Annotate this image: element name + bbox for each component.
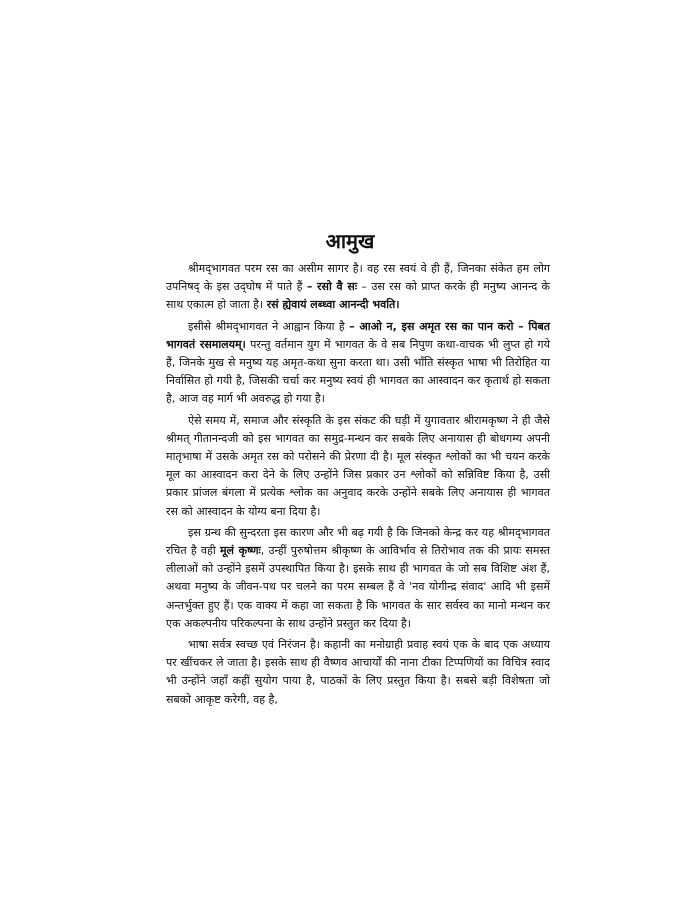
paragraph-1 [166,260,550,315]
text-run-bold: मूलं कृष्णः [219,544,261,558]
paragraph-4 [166,524,550,633]
text-run: भाषा सर्वत्र स्वच्छ एवं निरंजन है। कहानी का मनोग्राही प्रवाह स्वयं एक के बाद एक अध्याय पर खींचकर ले जाता है। इसके साथ ही वैष्णव आचार्यों की नाना टीका टिप्पणियों का विचित्र स्वाद भी उन्होंने जहाँ कहीं सुयोग पाया है, पाठकों के लिए प्रस्तुत किया है। सबसे बड़ी विशेषता जो सबको आकृष्ट करेगी, वह है, [166,638,550,706]
paragraph-5 [166,636,550,709]
paragraph-2 [166,318,550,409]
text-run: इस ग्रन्थ की सुन्दरता इस कारण और भी बढ़ गयी है कि जिनको केन्द्र कर यह श्रीमद्‌भागवत रचित है वही [166,525,550,558]
text-run: ऐसे समय में, समाज और संस्कृति के इस संकट की घड़ी में युगावतार श्रीरामकृष्ण ने ही जैसे श्रीमत्‌ गीतानन्दजी को इस भागवत का समुद्र-मन्थन कर सबके लिए अनायास ही बोधगम्य अपनी मातृभाषा में उसके अमृत रस को परोसने की प्रेरणा दी है। मूल संस्कृत श्लोकों का भी चयन करके मूल का आस्वादन करा देने के लिए उन्होंने जिस प्रकार उन श्लोकों को सन्निविष्ट किया है, उसी प्रकार प्रांजल बंगला में प्रत्येक श्लोक का अनुवाद करके उन्होंने सबके लिए अनायास ही भागवत रस को आस्वादन के योग्य बना दिया है। [166,413,550,518]
text-run: परन्तु वर्तमान युग में भागवत के वे सब निपुण कथा-वाचक भी लुप्त हो गये हैं, जिनके मुख से मनुष्य यह अमृत-कथा सुना करता था। उसी भाँति संस्कृत भाषा भी तिरोहित या निर्वासित हो गयी है, जिसकी चर्चा कर मनुष्य स्वयं ही भागवत का आस्वादन कर कृतार्थ हो सकता है, आज वह मार्ग भी अवरुद्ध हो गया है। [166,337,550,406]
text-run: इसीसे श्रीमद्‌भागवत ने आह्वान किया है [188,319,350,333]
text-run: श्रीमद्‌भागवत परम रस का असीम सागर है। वह रस स्वयं वे ही हैं, जिनका संकेत हम लोग उपनिषद्‌ के इस उद्‌घोष में पाते हैं [166,262,550,294]
text-run: , उन्हीं पुरुषोत्तम श्रीकृष्ण के आविर्भाव से तिरोभाव तक की प्रायः समस्त लीलाओं को उन्होंने इसमें उपस्थापित किया है। इसके साथ ही भागवत के जो सब विशिष्ट अंश हैं, अथवा मनुष्य के जीवन-पथ पर चलने का परम सम्बल हैं वे 'नव योगीन्द्र संवाद' आदि भी इसमें अन्तर्भुक्त हुए हैं। एक वाक्य में कहा जा सकता है कि भागवत के सार सर्वस्व का मानो मन्थन कर एक अकल्पनीय परिकल्पना के साथ उन्होंने प्रस्तुत कर दिया है। [166,544,550,630]
page-title: आमुख [325,229,375,254]
text-run-bold: – रसो वै सः [306,280,358,294]
text-run-bold: रसं ह्येवायं लब्ध्वा आनन्दी भवति। [266,298,400,312]
text-run-bold: – आओ न, इस अमृत रस का पान करो – पिबत भागवतं रसमालयम्‌। [166,319,550,351]
paragraph-3 [166,412,550,521]
body-text [166,260,550,712]
text-run: – उस रस को प्राप्त करके ही मनुष्य आनन्द के साथ एकात्म हो जाता है। [166,280,550,312]
